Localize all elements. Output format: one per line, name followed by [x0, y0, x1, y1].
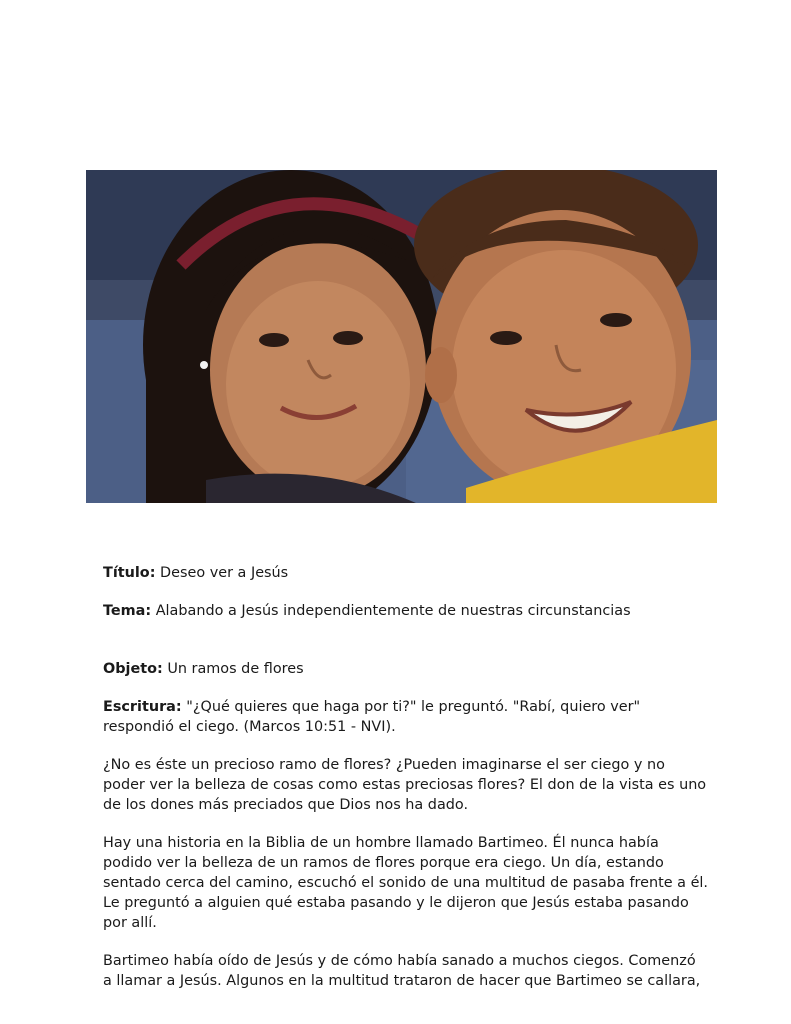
body-paragraph: ¿No es éste un precioso ramo de flores? ¿Pueden imaginarse el ser ciego y no poder ver la belleza de cosas como estas preciosas flores? El don de la vista es uno de los dones más preciados que Dios nos ha dado.	[103, 757, 707, 813]
girl-eye-left	[259, 333, 289, 347]
titulo-value: Deseo ver a Jesús	[160, 565, 289, 581]
escritura-value: "¿Qué quieres que haga por ti?" le preguntó. "Rabí, quiero ver" respondió el ciego. (Marcos 10:51 - NVI).	[103, 699, 641, 735]
body-paragraph: Hay una historia en la Biblia de un hombre llamado Bartimeo. Él nunca había podido ver la belleza de un ramos de flores porque era ciego. Un día, estando sentado cerca del camino, escuchó el sonido de una multitud de pasaba frente a él. Le preguntó a alguien qué estaba pasando y le dijeron que Jesús estaba pasando por allí.	[103, 835, 708, 931]
escritura-line	[103, 697, 708, 737]
objeto-label: Objeto:	[103, 661, 163, 677]
boy-eye-left	[490, 331, 522, 345]
objeto-line	[103, 659, 708, 679]
objeto-value: Un ramos de flores	[167, 661, 304, 677]
children-photo	[86, 170, 717, 503]
boy-eye-right	[600, 313, 632, 327]
girl-face-highlight	[226, 281, 410, 489]
body-paragraph: Bartimeo había oído de Jesús y de cómo había sanado a muchos ciegos. Comenzó a llamar a Jesús. Algunos en la multitud trataron de hacer que Bartimeo se callara,	[103, 953, 701, 989]
escritura-label: Escritura:	[103, 699, 182, 715]
boy-ear	[425, 347, 457, 403]
girl-eye-right	[333, 331, 363, 345]
tema-line	[103, 601, 708, 621]
lesson-content	[103, 563, 708, 991]
tema-value: Alabando a Jesús independientemente de nuestras circunstancias	[155, 603, 631, 619]
titulo-label: Título:	[103, 565, 156, 581]
tema-label: Tema:	[103, 603, 152, 619]
children-illustration	[86, 170, 717, 503]
girl-earring	[200, 361, 208, 369]
titulo-line	[103, 563, 708, 583]
